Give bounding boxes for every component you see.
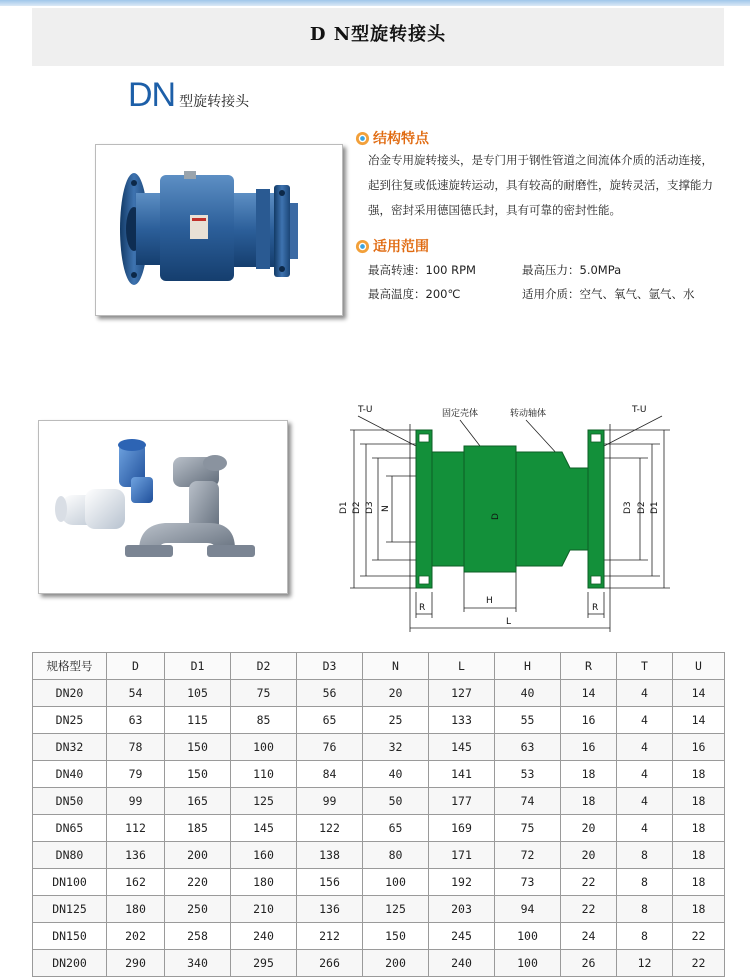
features-heading	[355, 128, 429, 148]
dimension-cell: 65	[297, 707, 363, 734]
table-row	[33, 707, 725, 734]
model-cell: DN125	[33, 896, 107, 923]
dimension-cell: 145	[429, 734, 495, 761]
table-row	[33, 950, 725, 977]
dimension-cell: 79	[107, 761, 165, 788]
dimension-cell: 185	[165, 815, 231, 842]
scope-heading	[355, 236, 429, 256]
dimension-cell: 162	[107, 869, 165, 896]
dimension-cell: 258	[165, 923, 231, 950]
spec-label: 最高温度：	[368, 287, 426, 301]
spec-label: 最高压力：	[522, 263, 580, 277]
dimension-cell: 4	[617, 707, 673, 734]
dimension-cell: 53	[495, 761, 561, 788]
dimension-cell: 240	[231, 923, 297, 950]
model-cell: DN80	[33, 842, 107, 869]
spec-value: 空气、氧气、氩气、水	[579, 287, 695, 301]
spec-max-speed	[368, 262, 476, 278]
section-bullet-icon	[355, 131, 370, 146]
dimension-cell: 20	[561, 815, 617, 842]
dimension-cell: 55	[495, 707, 561, 734]
accessories-photo-frame	[38, 420, 288, 594]
model-cell: DN20	[33, 680, 107, 707]
label-d1: D1	[339, 501, 349, 514]
dimension-cell: 14	[561, 680, 617, 707]
dimension-cell: 340	[165, 950, 231, 977]
features-line: 冶金专用旋转接头，是专门用于钢性管道之间流体介质的活动连接，	[368, 153, 713, 167]
top-accent-bar	[0, 0, 750, 6]
features-description	[368, 148, 728, 223]
dimension-cell: 127	[429, 680, 495, 707]
label-tu-left: T-U	[358, 405, 373, 415]
dimension-cell: 32	[363, 734, 429, 761]
dimension-cell: 112	[107, 815, 165, 842]
dimension-cell: 18	[673, 788, 725, 815]
label-n: N	[381, 505, 391, 512]
dimension-cell: 138	[297, 842, 363, 869]
dimension-cell: 4	[617, 788, 673, 815]
dimension-cell: 99	[297, 788, 363, 815]
column-header: H	[495, 653, 561, 680]
dimension-cell: 202	[107, 923, 165, 950]
label-d2-right: D2	[637, 501, 647, 514]
dimension-cell: 4	[617, 815, 673, 842]
dimension-cell: 165	[165, 788, 231, 815]
dimension-cell: 115	[165, 707, 231, 734]
dimension-cell: 73	[495, 869, 561, 896]
dimension-cell: 40	[363, 761, 429, 788]
label-rotating-body: 转动轴体	[510, 409, 547, 419]
dimension-cell: 20	[561, 842, 617, 869]
dimension-cell: 210	[231, 896, 297, 923]
dimension-cell: 177	[429, 788, 495, 815]
table-row	[33, 923, 725, 950]
label-d1-right: D1	[650, 501, 660, 514]
dimension-cell: 56	[297, 680, 363, 707]
dimension-cell: 18	[673, 869, 725, 896]
column-header: D1	[165, 653, 231, 680]
column-header: T	[617, 653, 673, 680]
table-row	[33, 842, 725, 869]
column-header: 规格型号	[33, 653, 107, 680]
model-cell: DN65	[33, 815, 107, 842]
scope-title: 适用范围	[373, 239, 429, 255]
table-row	[33, 680, 725, 707]
dimension-cell: 72	[495, 842, 561, 869]
table-header-row	[33, 653, 725, 680]
table-row	[33, 896, 725, 923]
dimension-cell: 65	[363, 815, 429, 842]
dimension-cell: 290	[107, 950, 165, 977]
label-r-right: R	[592, 603, 599, 613]
dimension-cell: 78	[107, 734, 165, 761]
label-d3: D3	[365, 501, 375, 514]
brand-heading	[128, 76, 249, 115]
dimension-cell: 4	[617, 734, 673, 761]
section-bullet-icon	[355, 239, 370, 254]
dimension-cell: 160	[231, 842, 297, 869]
dimension-cell: 245	[429, 923, 495, 950]
dimension-cell: 100	[231, 734, 297, 761]
dimension-cell: 22	[673, 950, 725, 977]
table-row	[33, 734, 725, 761]
dimension-cell: 136	[107, 842, 165, 869]
column-header: U	[673, 653, 725, 680]
model-cell: DN40	[33, 761, 107, 788]
dimension-cell: 16	[561, 734, 617, 761]
spec-max-pressure	[522, 262, 621, 278]
dimension-cell: 192	[429, 869, 495, 896]
spec-table	[32, 652, 725, 977]
dimension-cell: 125	[363, 896, 429, 923]
product-photo-frame	[95, 144, 343, 316]
column-header: D3	[297, 653, 363, 680]
brand-subtitle: 型旋转接头	[179, 94, 250, 110]
page-title: D N型旋转接头	[309, 24, 447, 45]
dimension-cell: 250	[165, 896, 231, 923]
model-cell: DN50	[33, 788, 107, 815]
dimension-cell: 22	[673, 923, 725, 950]
label-r-left: R	[419, 603, 426, 613]
table-row	[33, 815, 725, 842]
dimension-cell: 84	[297, 761, 363, 788]
dimension-cell: 20	[363, 680, 429, 707]
model-cell: DN32	[33, 734, 107, 761]
dimension-cell: 75	[231, 680, 297, 707]
dimension-cell: 54	[107, 680, 165, 707]
rotary-joint-photo	[96, 145, 342, 315]
dimension-cell: 18	[673, 815, 725, 842]
column-header: D	[107, 653, 165, 680]
dimension-cell: 24	[561, 923, 617, 950]
dimension-cell: 22	[561, 869, 617, 896]
dimension-cell: 141	[429, 761, 495, 788]
dimension-cell: 85	[231, 707, 297, 734]
dimension-cell: 18	[561, 788, 617, 815]
table-row	[33, 869, 725, 896]
dimension-cell: 100	[495, 923, 561, 950]
column-header: L	[429, 653, 495, 680]
label-d2: D2	[352, 501, 362, 514]
dimension-cell: 100	[363, 869, 429, 896]
label-l: L	[506, 617, 512, 627]
dimension-cell: 150	[363, 923, 429, 950]
dimension-cell: 18	[673, 842, 725, 869]
dimension-cell: 200	[165, 842, 231, 869]
column-header: D2	[231, 653, 297, 680]
label-d: D	[491, 513, 501, 520]
dimension-cell: 169	[429, 815, 495, 842]
features-line: 强，密封采用德国德氏封，具有可靠的密封性能。	[368, 203, 621, 217]
dimension-cell: 100	[495, 950, 561, 977]
features-title: 结构特点	[373, 131, 429, 147]
dimension-cell: 220	[165, 869, 231, 896]
dimension-cell: 18	[673, 761, 725, 788]
dimension-cell: 203	[429, 896, 495, 923]
table-row	[33, 788, 725, 815]
model-cell: DN150	[33, 923, 107, 950]
label-fixed-housing: 固定壳体	[442, 409, 479, 419]
label-h: H	[486, 596, 493, 606]
spec-value: 100 RPM	[425, 263, 476, 277]
dimension-cell: 22	[561, 896, 617, 923]
dimension-cell: 12	[617, 950, 673, 977]
spec-label: 最高转速：	[368, 263, 426, 277]
dimension-cell: 16	[673, 734, 725, 761]
dimension-cell: 180	[231, 869, 297, 896]
label-d3-right: D3	[623, 501, 633, 514]
dimension-cell: 14	[673, 680, 725, 707]
dimension-cell: 50	[363, 788, 429, 815]
spec-max-temperature	[368, 286, 460, 302]
column-header: R	[561, 653, 617, 680]
dimension-cell: 171	[429, 842, 495, 869]
dimension-cell: 75	[495, 815, 561, 842]
column-header: N	[363, 653, 429, 680]
dimension-cell: 266	[297, 950, 363, 977]
label-tu-right: T-U	[632, 405, 647, 415]
dimension-cell: 63	[495, 734, 561, 761]
dimension-cell: 18	[561, 761, 617, 788]
model-cell: DN100	[33, 869, 107, 896]
dimension-cell: 240	[429, 950, 495, 977]
dimension-cell: 212	[297, 923, 363, 950]
dimension-cell: 105	[165, 680, 231, 707]
spec-media	[522, 286, 695, 302]
model-cell: DN200	[33, 950, 107, 977]
dimension-cell: 14	[673, 707, 725, 734]
dimension-cell: 150	[165, 761, 231, 788]
dimension-cell: 94	[495, 896, 561, 923]
dimension-cell: 63	[107, 707, 165, 734]
dimension-cell: 99	[107, 788, 165, 815]
dimension-cell: 156	[297, 869, 363, 896]
dimension-cell: 40	[495, 680, 561, 707]
elbow-joints-photo	[39, 421, 287, 593]
dimension-cell: 145	[231, 815, 297, 842]
dimension-cell: 122	[297, 815, 363, 842]
dimension-diagram	[330, 400, 690, 636]
dimension-cell: 4	[617, 680, 673, 707]
model-cell: DN25	[33, 707, 107, 734]
dimension-cell: 74	[495, 788, 561, 815]
features-line: 起到往复或低速旋转运动，具有较高的耐磨性，旋转灵活，支撑能力	[368, 178, 713, 192]
dimension-cell: 295	[231, 950, 297, 977]
table-row	[33, 761, 725, 788]
dimension-cell: 76	[297, 734, 363, 761]
dimension-cell: 150	[165, 734, 231, 761]
dimension-cell: 8	[617, 842, 673, 869]
spec-label: 适用介质：	[522, 287, 580, 301]
dimension-cell: 133	[429, 707, 495, 734]
dimension-cell: 136	[297, 896, 363, 923]
title-banner	[32, 8, 724, 66]
dimension-cell: 125	[231, 788, 297, 815]
dimension-cell: 180	[107, 896, 165, 923]
brand-logo: DN	[128, 76, 176, 114]
spec-value: 5.0MPa	[579, 263, 622, 277]
dimension-cell: 16	[561, 707, 617, 734]
dimension-cell: 8	[617, 896, 673, 923]
dimension-cell: 200	[363, 950, 429, 977]
dimension-cell: 8	[617, 923, 673, 950]
dimension-cell: 110	[231, 761, 297, 788]
dimension-cell: 18	[673, 896, 725, 923]
dimension-cell: 80	[363, 842, 429, 869]
dimension-cell: 25	[363, 707, 429, 734]
dimension-cell: 26	[561, 950, 617, 977]
spec-value: 200℃	[425, 287, 461, 301]
dimension-cell: 4	[617, 761, 673, 788]
dimension-cell: 8	[617, 869, 673, 896]
